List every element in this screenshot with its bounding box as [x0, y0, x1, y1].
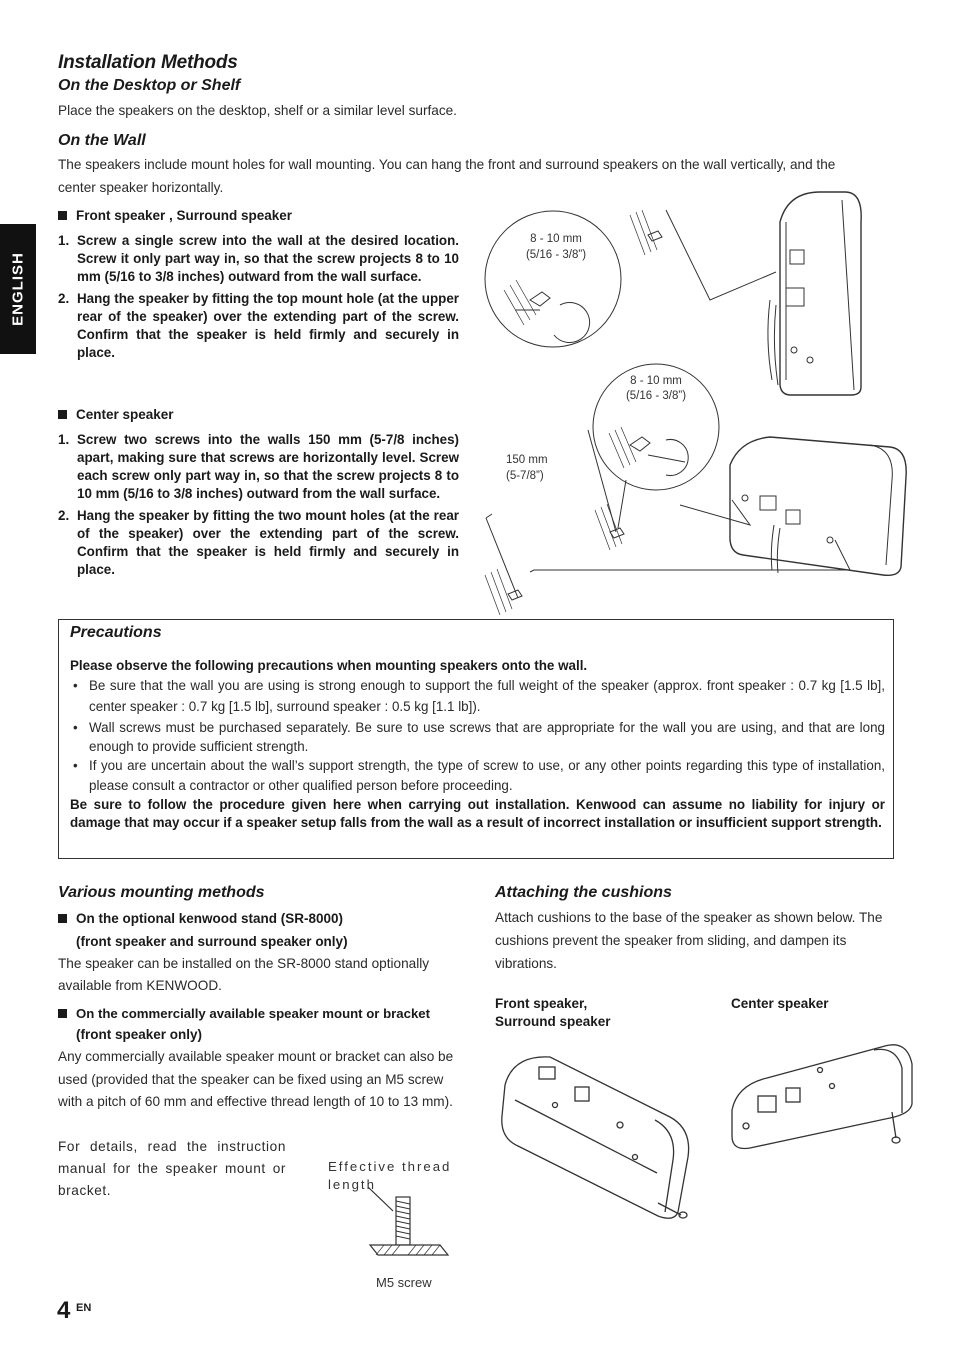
precaution-item: • Wall screws must be purchased separately. Be sure to use screws that are appropriate for the wall you are using, and that are long enough to provide sufficient strength. — [70, 718, 885, 756]
page-language-suffix: EN — [76, 1302, 92, 1314]
desktop-text: Place the speakers on the desktop, shelf or a similar level surface. — [58, 103, 457, 118]
cushions-text: Attach cushions to the base of the speaker as shown below. The cushions prevent the speaker from sliding, and dampen its vibrations. — [495, 910, 883, 971]
precautions-intro: Please observe the following precautions when mounting speakers onto the wall. — [70, 658, 588, 673]
stand-heading: On the optional kenwood stand (SR-8000) — [58, 911, 343, 926]
various-heading: Various mounting methods — [58, 884, 265, 901]
center-speaker-body — [730, 437, 906, 575]
wall-mount-illustration — [470, 180, 900, 620]
desktop-heading: On the Desktop or Shelf — [58, 77, 241, 94]
page-title: Installation Methods — [58, 52, 238, 73]
figure-label-center-distance-inch: (5/16 - 3/8”) — [625, 390, 687, 402]
precautions-closing: Be sure to follow the procedure given here when carrying out installation. Kenwood can assume no liability for injury or damage that may occur if a speaker setup falls from the wall as a result of incorrect installation or insufficient support strength. — [70, 797, 885, 830]
details-text: For details, read the instruction manual for the speaker mount or bracket. — [58, 1139, 286, 1198]
square-bullet-icon — [58, 410, 67, 419]
figure-label-front-distance: 8 - 10 mm — [530, 233, 582, 245]
mount-heading-note: (front speaker only) — [76, 1027, 203, 1042]
mount-heading: On the commercially available speaker mount or bracket — [58, 1006, 430, 1021]
square-bullet-icon — [58, 1009, 67, 1018]
figure-label-spacing: 150 mm — [506, 454, 548, 466]
precaution-item: • If you are uncertain about the wall’s support strength, the type of screw to use, or any other points regarding this type of installation, please consult a contractor or other qualified person before proceeding. — [70, 756, 885, 796]
cushions-heading: Attaching the cushions — [495, 884, 672, 901]
front-speaker-cushion-illustration — [495, 1045, 700, 1220]
center-cushion-label: Center speaker — [731, 996, 829, 1011]
front-cushion-label: Front speaker, Surround speaker — [495, 996, 611, 1029]
stand-heading-note: (front speaker and surround speaker only) — [76, 934, 348, 949]
front-speaker-body — [780, 192, 861, 395]
screw-label: M5 screw — [376, 1275, 432, 1290]
precautions-box — [58, 619, 894, 859]
precautions-list — [70, 675, 885, 796]
page-number: 4 — [57, 1297, 71, 1324]
wall-heading: On the Wall — [58, 132, 146, 149]
precautions-heading: Precautions — [70, 624, 162, 641]
wall-text-line2: center speaker horizontally. — [58, 180, 224, 195]
front-step-2: 2. Hang the speaker by fitting the top mount hole (at the upper rear of the speaker) over the extending part of the screw. Confirm that the speaker is held firmly and securely in place. — [58, 291, 459, 360]
m5-screw-illustration — [360, 1185, 455, 1270]
front-speaker-heading: Front speaker , Surround speaker — [58, 208, 292, 223]
detail-circle-front — [485, 211, 621, 347]
stand-text: The speaker can be installed on the SR-8000 stand optionally available from KENWOOD. — [58, 956, 430, 993]
thread-label: Effective thread length — [328, 1159, 452, 1192]
language-tab-label: ENGLISH — [9, 252, 27, 326]
square-bullet-icon — [58, 211, 67, 220]
center-step-1: 1. Screw two screws into the walls 150 mm (5-7/8 inches) apart, making sure that screws are horizontally level. Screw each screw only part way in, so that the screw projects 8 to 10 mm (5/16 to 3/8 inches) outward from the wall surface. — [58, 432, 459, 501]
center-step-2: 2. Hang the speaker by fitting the two mount holes (at the rear of the speaker) over the extending part of the screw. Confirm that the speaker is held firmly and securely in place. — [58, 508, 459, 577]
figure-label-spacing-inch: (5-7/8”) — [506, 470, 544, 482]
mount-text: Any commercially available speaker mount or bracket can also be used (provided that the speaker can be fixed using an M5 screw with a pitch of 60 mm and effective thread length of 10 to 13 mm). — [58, 1049, 454, 1109]
figure-label-center-distance: 8 - 10 mm — [630, 375, 682, 387]
precaution-item: • Be sure that the wall you are using is strong enough to support the full weight of the speaker (approx. front speaker : 0.7 kg [1.5 lb], center speaker : 0.7 kg [1.5 lb], surround speaker : 0.5 kg [1.1 lb]). — [70, 675, 885, 717]
center-speaker-steps — [58, 431, 459, 583]
square-bullet-icon — [58, 914, 67, 923]
center-speaker-heading: Center speaker — [58, 407, 174, 422]
center-speaker-cushion-illustration — [724, 1040, 919, 1155]
wall-text-line1: The speakers include mount holes for wall mounting. You can hang the front and surround speakers on the wall vertically, and the — [58, 157, 836, 172]
figure-label-front-distance-inch: (5/16 - 3/8”) — [525, 249, 587, 261]
front-speaker-steps — [58, 232, 459, 366]
front-step-1: 1. Screw a single screw into the wall at the desired location. Screw it only part way in, so that the screw projects 8 to 10 mm (5/16 to 3/8 inches) outward from the wall surface. — [58, 233, 459, 284]
language-tab — [0, 224, 36, 354]
